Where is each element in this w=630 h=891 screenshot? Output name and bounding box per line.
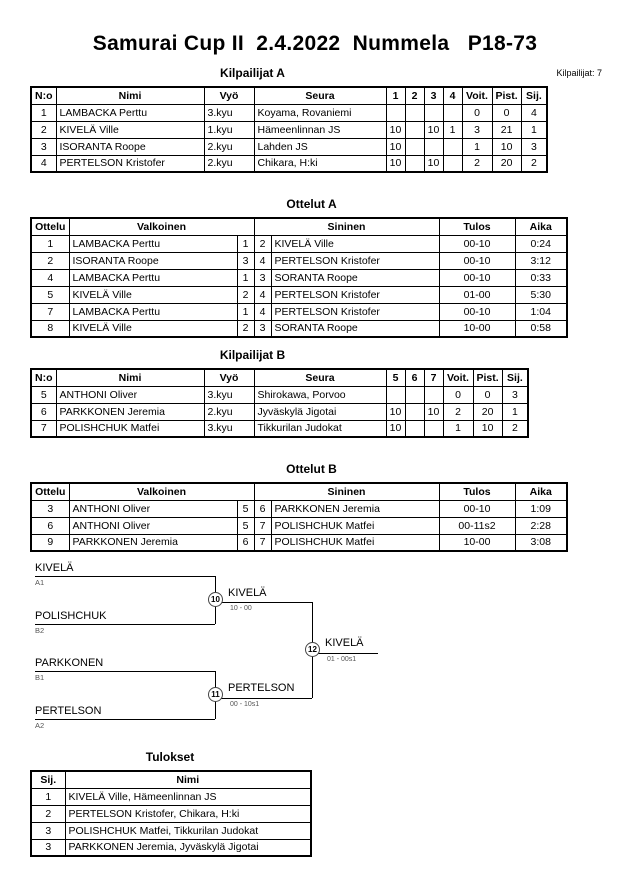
cell-club: Hämeenlinnan JS bbox=[254, 121, 386, 138]
bracket-score: 10 - 00 bbox=[230, 605, 252, 612]
cell-place: 1 bbox=[31, 788, 65, 805]
cell-blue-number: 4 bbox=[254, 286, 271, 303]
cell-score bbox=[405, 420, 424, 437]
cell-score bbox=[424, 104, 443, 121]
competitor-row bbox=[31, 155, 547, 172]
cell-wins: 1 bbox=[443, 420, 473, 437]
matches-a-heading: Ottelut A bbox=[286, 197, 337, 211]
cell-time: 2:28 bbox=[515, 517, 567, 534]
cell-points: 10 bbox=[473, 420, 502, 437]
results-table bbox=[30, 770, 312, 857]
col-header-blue: Sininen bbox=[254, 483, 439, 500]
col-header-club: Seura bbox=[254, 87, 386, 104]
col-header-place: Sij. bbox=[502, 369, 528, 386]
cell-club: Lahden JS bbox=[254, 138, 386, 155]
cell-wins: 2 bbox=[462, 155, 492, 172]
bracket-seed-label: B2 bbox=[35, 626, 45, 635]
cell-club: Koyama, Rovaniemi bbox=[254, 104, 386, 121]
cell-blue-number: 4 bbox=[254, 252, 271, 269]
cell-blue-name: PERTELSON Kristofer bbox=[271, 252, 439, 269]
cell-points: 0 bbox=[473, 386, 502, 403]
cell-points: 10 bbox=[492, 138, 521, 155]
cell-number: 6 bbox=[31, 403, 56, 420]
matches-b-table bbox=[30, 482, 568, 552]
cell-wins: 1 bbox=[462, 138, 492, 155]
cell-belt: 3.kyu bbox=[204, 386, 254, 403]
cell-name: KIVELÄ Ville, Hämeenlinnan JS bbox=[65, 788, 311, 805]
col-header-blue: Sininen bbox=[254, 218, 439, 235]
cell-score bbox=[405, 138, 424, 155]
competitor-row bbox=[31, 420, 528, 437]
cell-blue-name: SORANTA Roope bbox=[271, 320, 439, 337]
cell-white-number: 5 bbox=[237, 500, 254, 517]
cell-score bbox=[424, 138, 443, 155]
cell-belt: 2.kyu bbox=[204, 155, 254, 172]
cell-blue-number: 3 bbox=[254, 320, 271, 337]
bracket-line bbox=[215, 602, 312, 603]
cell-score: 10 bbox=[386, 155, 405, 172]
cell-place: 3 bbox=[31, 839, 65, 856]
cell-match-number: 2 bbox=[31, 252, 69, 269]
cell-result: 10-00 bbox=[439, 534, 515, 551]
cell-result: 00-10 bbox=[439, 235, 515, 252]
bracket-line bbox=[35, 719, 215, 720]
cell-score: 10 bbox=[386, 420, 405, 437]
cell-match-number: 7 bbox=[31, 303, 69, 320]
col-header-name: Nimi bbox=[56, 87, 204, 104]
pool-b-heading: Kilpailijat B bbox=[219, 348, 286, 362]
cell-time: 1:04 bbox=[515, 303, 567, 320]
match-number-badge: 11 bbox=[208, 687, 223, 702]
cell-score: 10 bbox=[386, 121, 405, 138]
bracket-line bbox=[35, 624, 215, 625]
col-header-place: Sij. bbox=[521, 87, 547, 104]
cell-time: 1:09 bbox=[515, 500, 567, 517]
cell-time: 5:30 bbox=[515, 286, 567, 303]
cell-number: 4 bbox=[31, 155, 56, 172]
cell-place: 3 bbox=[31, 822, 65, 839]
col-header-white: Valkoinen bbox=[69, 483, 254, 500]
cell-blue-name: PERTELSON Kristofer bbox=[271, 286, 439, 303]
cell-blue-name: POLISHCHUK Matfei bbox=[271, 534, 439, 551]
cell-belt: 2.kyu bbox=[204, 138, 254, 155]
cell-white-number: 5 bbox=[237, 517, 254, 534]
cell-blue-number: 7 bbox=[254, 517, 271, 534]
col-header-time: Aika bbox=[515, 218, 567, 235]
cell-number: 7 bbox=[31, 420, 56, 437]
col-header-wins: Voit. bbox=[443, 369, 473, 386]
cell-club: Chikara, H:ki bbox=[254, 155, 386, 172]
cell-place: 2 bbox=[521, 155, 547, 172]
cell-number: 2 bbox=[31, 121, 56, 138]
bracket-score: 01 - 00s1 bbox=[327, 656, 357, 663]
result-row bbox=[31, 839, 311, 856]
bracket-line bbox=[215, 698, 312, 699]
cell-place: 2 bbox=[31, 805, 65, 822]
cell-blue-number: 2 bbox=[254, 235, 271, 252]
match-row bbox=[31, 269, 567, 286]
table-header-row bbox=[31, 218, 567, 235]
result-row bbox=[31, 822, 311, 839]
result-row bbox=[31, 805, 311, 822]
match-row bbox=[31, 252, 567, 269]
cell-white-name: KIVELÄ Ville bbox=[69, 320, 237, 337]
cell-match-number: 9 bbox=[31, 534, 69, 551]
col-header-no: N:o bbox=[31, 87, 56, 104]
matches-a-table bbox=[30, 217, 568, 338]
col-header-belt: Vyö bbox=[204, 87, 254, 104]
col-header-time: Aika bbox=[515, 483, 567, 500]
cell-score bbox=[405, 386, 424, 403]
cell-match-number: 5 bbox=[31, 286, 69, 303]
results-heading: Tulokset bbox=[145, 750, 195, 764]
cell-points: 20 bbox=[492, 155, 521, 172]
cell-score: 10 bbox=[386, 138, 405, 155]
cell-time: 3:08 bbox=[515, 534, 567, 551]
cell-name: KIVELÄ Ville bbox=[56, 121, 204, 138]
cell-result: 00-10 bbox=[439, 252, 515, 269]
col-header-no: N:o bbox=[31, 369, 56, 386]
cell-white-number: 1 bbox=[237, 303, 254, 320]
cell-belt: 1.kyu bbox=[204, 121, 254, 138]
cell-blue-number: 6 bbox=[254, 500, 271, 517]
elimination-bracket bbox=[0, 562, 630, 744]
cell-name: POLISHCHUK Matfei, Tikkurilan Judokat bbox=[65, 822, 311, 839]
bracket-line bbox=[35, 671, 215, 672]
col-header-result: Tulos bbox=[439, 483, 515, 500]
bracket-line bbox=[312, 653, 378, 654]
cell-score bbox=[424, 420, 443, 437]
cell-match-number: 3 bbox=[31, 500, 69, 517]
cell-blue-name: POLISHCHUK Matfei bbox=[271, 517, 439, 534]
bracket-score: 00 - 10s1 bbox=[230, 701, 260, 708]
col-header-points: Pist. bbox=[492, 87, 521, 104]
bracket-winner-name: KIVELÄ bbox=[325, 637, 364, 649]
col-header-club: Seura bbox=[254, 369, 386, 386]
col-header-white: Valkoinen bbox=[69, 218, 254, 235]
cell-match-number: 4 bbox=[31, 269, 69, 286]
cell-place: 3 bbox=[502, 386, 528, 403]
cell-place: 4 bbox=[521, 104, 547, 121]
col-header-7: 7 bbox=[424, 369, 443, 386]
cell-result: 00-11s2 bbox=[439, 517, 515, 534]
cell-name: PERTELSON Kristofer bbox=[56, 155, 204, 172]
table-header-row bbox=[31, 369, 528, 386]
bracket-seed-label: A2 bbox=[35, 721, 45, 730]
col-header-result: Tulos bbox=[439, 218, 515, 235]
match-number-badge: 12 bbox=[305, 642, 320, 657]
bracket-winner-name: PERTELSON bbox=[228, 682, 295, 694]
col-header-wins: Voit. bbox=[462, 87, 492, 104]
match-row bbox=[31, 303, 567, 320]
cell-belt: 3.kyu bbox=[204, 420, 254, 437]
cell-blue-name: SORANTA Roope bbox=[271, 269, 439, 286]
cell-score bbox=[386, 386, 405, 403]
cell-score bbox=[405, 104, 424, 121]
cell-score bbox=[405, 403, 424, 420]
cell-points: 21 bbox=[492, 121, 521, 138]
cell-white-name: LAMBACKA Perttu bbox=[69, 269, 237, 286]
cell-white-name: LAMBACKA Perttu bbox=[69, 235, 237, 252]
cell-result: 10-00 bbox=[439, 320, 515, 337]
cell-belt: 3.kyu bbox=[204, 104, 254, 121]
col-header-name: Nimi bbox=[56, 369, 204, 386]
cell-score: 10 bbox=[424, 121, 443, 138]
cell-time: 3:12 bbox=[515, 252, 567, 269]
cell-blue-number: 7 bbox=[254, 534, 271, 551]
cell-score: 1 bbox=[443, 121, 462, 138]
cell-belt: 2.kyu bbox=[204, 403, 254, 420]
col-header-2: 2 bbox=[405, 87, 424, 104]
cell-score bbox=[443, 104, 462, 121]
cell-number: 5 bbox=[31, 386, 56, 403]
match-row bbox=[31, 517, 567, 534]
cell-name: PERTELSON Kristofer, Chikara, H:ki bbox=[65, 805, 311, 822]
cell-result: 00-10 bbox=[439, 269, 515, 286]
cell-place: 3 bbox=[521, 138, 547, 155]
bracket-winner-name: KIVELÄ bbox=[228, 587, 267, 599]
cell-score: 10 bbox=[424, 155, 443, 172]
col-header-place: Sij. bbox=[31, 771, 65, 788]
col-header-points: Pist. bbox=[473, 369, 502, 386]
competitor-row bbox=[31, 403, 528, 420]
cell-score bbox=[405, 121, 424, 138]
cell-white-name: ANTHONI Oliver bbox=[69, 500, 237, 517]
pool-a-table bbox=[30, 86, 548, 173]
cell-wins: 2 bbox=[443, 403, 473, 420]
cell-white-number: 3 bbox=[237, 252, 254, 269]
table-header-row bbox=[31, 771, 311, 788]
col-header-5: 5 bbox=[386, 369, 405, 386]
cell-place: 1 bbox=[521, 121, 547, 138]
cell-name: LAMBACKA Perttu bbox=[56, 104, 204, 121]
cell-score bbox=[443, 138, 462, 155]
cell-club: Shirokawa, Porvoo bbox=[254, 386, 386, 403]
match-row bbox=[31, 320, 567, 337]
col-header-1: 1 bbox=[386, 87, 405, 104]
cell-result: 00-10 bbox=[439, 500, 515, 517]
table-header-row bbox=[31, 87, 547, 104]
cell-name: POLISHCHUK Matfei bbox=[56, 420, 204, 437]
cell-wins: 3 bbox=[462, 121, 492, 138]
bracket-player-name: PERTELSON bbox=[35, 705, 102, 717]
cell-blue-name: PARKKONEN Jeremia bbox=[271, 500, 439, 517]
cell-score bbox=[405, 155, 424, 172]
cell-match-number: 6 bbox=[31, 517, 69, 534]
col-header-belt: Vyö bbox=[204, 369, 254, 386]
page-title: Samurai Cup II 2.4.2022 Nummela P18-73 bbox=[92, 32, 538, 55]
bracket-player-name: PARKKONEN bbox=[35, 657, 104, 669]
bracket-player-name: KIVELÄ bbox=[35, 562, 74, 574]
bracket-seed-label: A1 bbox=[35, 578, 45, 587]
cell-white-name: PARKKONEN Jeremia bbox=[69, 534, 237, 551]
cell-club: Jyväskylä Jigotai bbox=[254, 403, 386, 420]
cell-name: ISORANTA Roope bbox=[56, 138, 204, 155]
bracket-line bbox=[35, 576, 215, 577]
competitors-count-label: Kilpailijat: 7 bbox=[556, 68, 602, 78]
cell-club: Tikkurilan Judokat bbox=[254, 420, 386, 437]
cell-white-name: LAMBACKA Perttu bbox=[69, 303, 237, 320]
competitor-row bbox=[31, 138, 547, 155]
col-header-3: 3 bbox=[424, 87, 443, 104]
cell-score bbox=[386, 104, 405, 121]
col-header-6: 6 bbox=[405, 369, 424, 386]
pool-b-table bbox=[30, 368, 529, 438]
cell-number: 3 bbox=[31, 138, 56, 155]
cell-white-name: ISORANTA Roope bbox=[69, 252, 237, 269]
cell-score: 10 bbox=[424, 403, 443, 420]
cell-result: 01-00 bbox=[439, 286, 515, 303]
match-row bbox=[31, 235, 567, 252]
col-header-match: Ottelu bbox=[31, 483, 69, 500]
cell-blue-number: 3 bbox=[254, 269, 271, 286]
pool-a-heading: Kilpailijat A bbox=[220, 66, 285, 80]
cell-white-name: KIVELÄ Ville bbox=[69, 286, 237, 303]
cell-time: 0:58 bbox=[515, 320, 567, 337]
cell-blue-number: 4 bbox=[254, 303, 271, 320]
col-header-4: 4 bbox=[443, 87, 462, 104]
match-row bbox=[31, 286, 567, 303]
cell-wins: 0 bbox=[462, 104, 492, 121]
cell-result: 00-10 bbox=[439, 303, 515, 320]
cell-white-number: 2 bbox=[237, 320, 254, 337]
cell-place: 2 bbox=[502, 420, 528, 437]
col-header-match: Ottelu bbox=[31, 218, 69, 235]
cell-match-number: 8 bbox=[31, 320, 69, 337]
cell-name: ANTHONI Oliver bbox=[56, 386, 204, 403]
cell-match-number: 1 bbox=[31, 235, 69, 252]
cell-score: 10 bbox=[386, 403, 405, 420]
cell-place: 1 bbox=[502, 403, 528, 420]
table-header-row bbox=[31, 483, 567, 500]
cell-white-number: 1 bbox=[237, 269, 254, 286]
cell-name: PARKKONEN Jeremia, Jyväskylä Jigotai bbox=[65, 839, 311, 856]
bracket-seed-label: B1 bbox=[35, 673, 45, 682]
match-number-badge: 10 bbox=[208, 592, 223, 607]
cell-white-number: 2 bbox=[237, 286, 254, 303]
cell-blue-name: PERTELSON Kristofer bbox=[271, 303, 439, 320]
cell-wins: 0 bbox=[443, 386, 473, 403]
bracket-player-name: POLISHCHUK bbox=[35, 610, 107, 622]
cell-white-number: 6 bbox=[237, 534, 254, 551]
cell-name: PARKKONEN Jeremia bbox=[56, 403, 204, 420]
competitor-row bbox=[31, 121, 547, 138]
col-header-name: Nimi bbox=[65, 771, 311, 788]
cell-white-number: 1 bbox=[237, 235, 254, 252]
cell-time: 0:33 bbox=[515, 269, 567, 286]
match-row bbox=[31, 534, 567, 551]
cell-time: 0:24 bbox=[515, 235, 567, 252]
cell-white-name: ANTHONI Oliver bbox=[69, 517, 237, 534]
matches-b-heading: Ottelut B bbox=[286, 462, 337, 476]
cell-blue-name: KIVELÄ Ville bbox=[271, 235, 439, 252]
match-row bbox=[31, 500, 567, 517]
cell-points: 0 bbox=[492, 104, 521, 121]
cell-points: 20 bbox=[473, 403, 502, 420]
competitor-row bbox=[31, 104, 547, 121]
competitor-row bbox=[31, 386, 528, 403]
result-row bbox=[31, 788, 311, 805]
cell-score bbox=[424, 386, 443, 403]
cell-number: 1 bbox=[31, 104, 56, 121]
cell-score bbox=[443, 155, 462, 172]
